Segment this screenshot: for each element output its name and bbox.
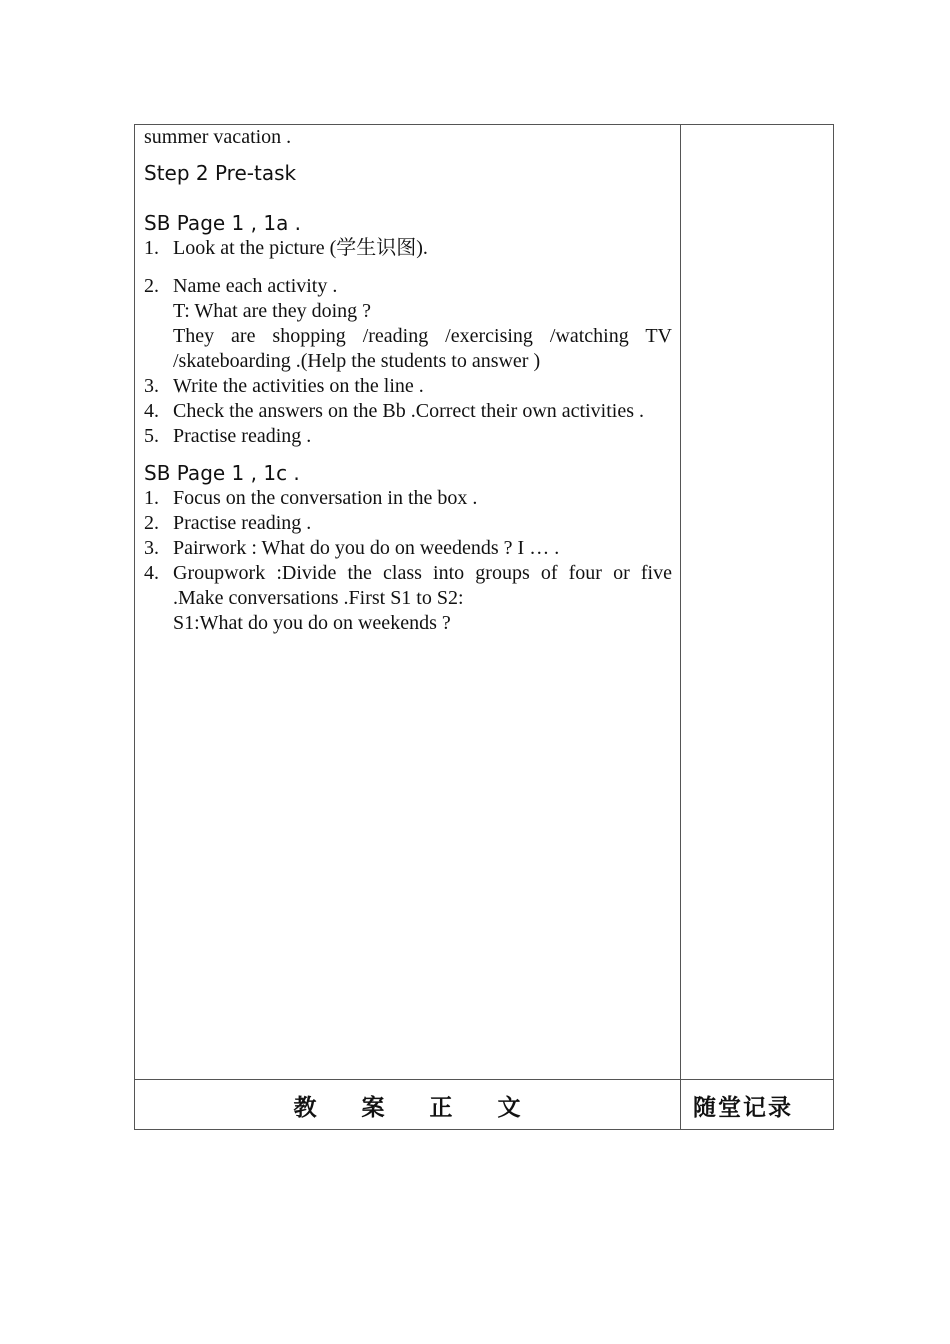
list-item [144,424,672,449]
list-item [144,374,672,399]
class-notes-cell [681,125,833,1079]
list-item [144,399,672,424]
list-item [144,561,672,636]
list-text: Pairwork : What do you do on weedends ? I … . [173,537,560,559]
label-char: 教 [293,1094,318,1121]
list-item [144,236,672,261]
list-number: 5. [144,425,159,447]
label-char: 文 [497,1094,522,1121]
section-1c-heading: SB Page 1 , 1c . [144,461,300,485]
class-notes-label: 随堂记录 [693,1094,793,1121]
section-1a-heading: SB Page 1 , 1a . [144,211,302,235]
lesson-body-label [135,1080,680,1131]
list-number: 2. [144,275,159,297]
label-char: 案 [361,1094,386,1121]
list-text: Check the answers on the Bb .Correct their own activities . [173,400,644,422]
list-item [144,536,672,561]
list-number: 4. [144,400,159,422]
label-char: 正 [429,1094,454,1121]
continuation-text: summer vacation . [144,126,292,148]
list-text: S1:What do you do on weekends ? [173,612,451,634]
section-1c-list [144,486,672,636]
list-text: Focus on the conversation in the box . [173,487,478,509]
list-number: 1. [144,237,159,259]
lesson-plan-table [134,124,834,1130]
list-text: Name each activity . [173,275,338,297]
list-number: 3. [144,375,159,397]
list-number: 2. [144,512,159,534]
section-1a-list [144,236,672,449]
list-item [144,274,672,374]
list-text: They are shopping /reading /exercising /watching TV /skateboarding .(Help the students to answer ) [173,325,672,372]
lesson-content-cell [144,125,672,636]
list-item [144,486,672,511]
list-text: T: What are they doing ? [173,300,372,322]
list-text: Practise reading . [173,512,312,534]
list-text: Look at the picture (学生识图). [173,237,428,259]
list-text: Write the activities on the line . [173,375,424,397]
list-text: Practise reading . [173,425,312,447]
step-heading: Step 2 Pre-task [144,161,297,185]
list-item [144,511,672,536]
list-number: 1. [144,487,159,509]
list-number: 3. [144,537,159,559]
list-text: Groupwork :Divide the class into groups of four or five .Make conversations .First S1 to S2: [173,562,672,609]
list-number: 4. [144,562,159,584]
